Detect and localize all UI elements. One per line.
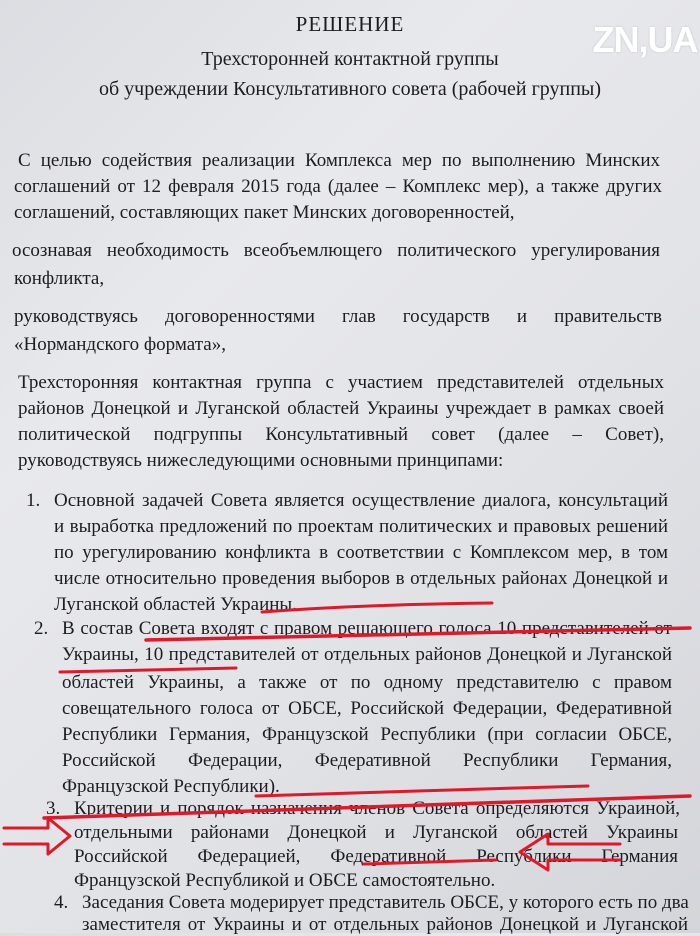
item-3-line-4: Французской Республикой и ОБСЕ самостоятельно.: [74, 870, 496, 891]
watermark-logo: ZN,UA: [592, 19, 698, 60]
aware-line-1: осознавая необходимость всеобъемлющего политического урегулирования: [12, 240, 660, 261]
group-line-3: политической подгруппы Консультативный совет (далее – Совет),: [18, 424, 664, 445]
group-line-1: Трехсторонняя контактная группа с участием представителей отдельных: [18, 372, 664, 393]
guided-line-1: руководствуясь договоренностями глав государств и правительств: [14, 306, 662, 327]
item-1-number: 1.: [26, 490, 41, 511]
group-line-2: районов Донецкой и Луганской областей Украины учреждает в рамках своей: [18, 398, 664, 419]
item-3-line-3: Российской Федерацией, Федеративной Республики Германия: [74, 846, 678, 867]
item-2-line-4: совещательного голоса от ОБСЕ, Российской Федерации, Федеративной: [62, 698, 672, 719]
overline-criteria: [256, 786, 588, 796]
arrow-right-left-margin: [4, 818, 70, 854]
item-2-line-3: областей Украины, а также от по одному представителю с правом: [62, 672, 672, 693]
document-subtitle-line-1: Трехсторонней контактной группы: [201, 48, 499, 70]
document-title: РЕШЕНИЕ: [295, 12, 405, 36]
item-1-line-3: по урегулированию конфликта в соответствии с Комплексом мер, в том: [54, 542, 668, 563]
item-4-line-2: заместителя от Украины и от отдельных районов Донецкой и Луганской: [82, 914, 688, 935]
intro-line-3: соглашений, составляющих пакет Минских договоренностей,: [14, 202, 515, 223]
item-1-line-2: и выработка предложений по проектам политических и правовых решений: [54, 516, 668, 537]
guided-line-2: «Нормандского формата»,: [14, 334, 226, 355]
item-3-line-2: отдельными районами Донецкой и Луганской областей Украины: [74, 822, 678, 843]
item-2-line-2: Украины, 10 представителей от отдельных районов Донецкой и Луганской: [62, 644, 672, 665]
intro-line-1: С целью содействия реализации Комплекса мер по выполнению Минских: [18, 150, 660, 171]
item-1-line-5: Луганской областей Украины.: [54, 594, 297, 615]
item-2-line-5: Республики Германия, Французской Республики (при согласии ОБСЕ,: [62, 724, 672, 745]
item-3-number: 3.: [46, 798, 61, 819]
item-2-number: 2.: [34, 618, 49, 639]
item-2-line-1: В состав Совета входят с правом решающего голоса 10 представителей от: [62, 618, 672, 639]
item-1-line-1: Основной задачей Совета является осуществление диалога, консультаций: [54, 490, 668, 511]
aware-line-2: конфликта,: [14, 268, 105, 289]
group-line-4: руководствуясь нижеследующими основными принципами:: [18, 450, 504, 471]
item-4-line-1: Заседания Совета модерирует представитель ОБСЕ, у которого есть по два: [82, 892, 689, 913]
item-2-line-7: Французской Республики).: [62, 776, 280, 797]
item-2-line-6: Российской Федерации, Федеративной Республики Германия,: [62, 750, 672, 771]
document-subtitle-line-2: об учреждении Консультативного совета (рабочей группы): [98, 78, 602, 100]
item-1-line-4: числе относительно проведения выборов в отдельных районах Донецкой и: [54, 568, 668, 589]
item-4-number: 4.: [54, 892, 69, 913]
item-3-line-1: Критерии и порядок назначения членов Совета определяются Украиной,: [74, 798, 680, 819]
intro-line-2: соглашений от 12 февраля 2015 года (далее – Комплекс мер), а также других: [14, 176, 662, 197]
